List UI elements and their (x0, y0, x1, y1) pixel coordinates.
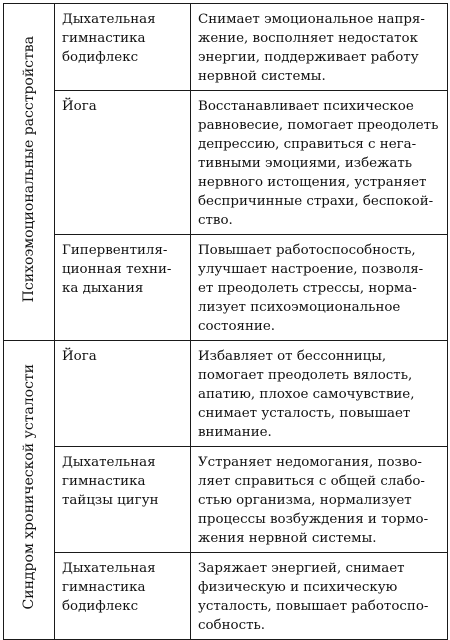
effect-cell: Восстанавливает психическое равновесие, помогает преодолеть депрессию, справиться с нега- тивными эмоциями, избежать нервного истощения, устраняет беспричинные страхи, беспокой- ство. (191, 91, 448, 235)
table-row (4, 91, 448, 235)
method-cell: Гипервентиля- ционная техни- ка дыхания (55, 235, 191, 341)
effect-cell: Заряжает энергией, снимает физическую и психическую усталость, повышает работоспо- собность. (191, 553, 448, 640)
table-row (4, 447, 448, 553)
therapy-table (3, 3, 448, 640)
method-cell: Дыхательная гимнастика бодифлекс (55, 4, 191, 91)
table-row (4, 235, 448, 341)
effect-cell: Снимает эмоциональное напря- жение, восполняет недостаток энергии, поддерживает работу нервной системы. (191, 4, 448, 91)
effect-cell: Повышает работоспособность, улучшает настроение, позволя- ет преодолеть стрессы, норма- лизует психоэмоциональное состояние. (191, 235, 448, 341)
effect-cell: Устраняет недомогания, позво- ляет справиться с общей слабо- стью организма, нормализует процессы возбуждения и тормо- жения нервной системы. (191, 447, 448, 553)
group-cell-chronic-fatigue (4, 341, 55, 640)
table-row (4, 553, 448, 640)
method-cell: Йога (55, 91, 191, 235)
effect-cell: Избавляет от бессонницы, помогает преодолеть вялость, апатию, плохое самочувствие, снимает усталость, повышает внимание. (191, 341, 448, 447)
group-label: Психоэмоциональные расстройства (21, 35, 37, 303)
table-row (4, 341, 448, 447)
group-label: Синдром хронической усталости (21, 364, 37, 610)
method-cell: Дыхательная гимнастика тайцзы цигун (55, 447, 191, 553)
group-cell-psychoemotional (4, 4, 55, 341)
method-cell: Дыхательная гимнастика бодифлекс (55, 553, 191, 640)
table-row (4, 4, 448, 91)
method-cell: Йога (55, 341, 191, 447)
